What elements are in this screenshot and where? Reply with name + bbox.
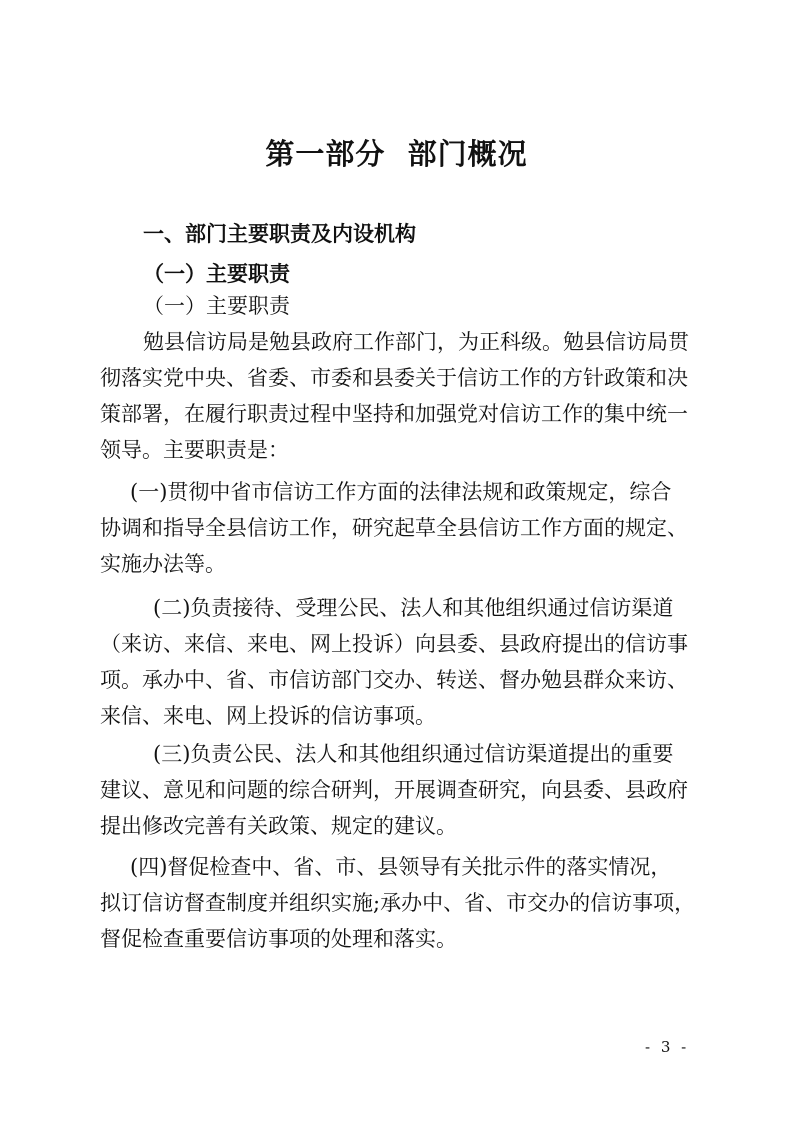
- paragraph-line: (四)督促检查中、省、市、县领导有关批示件的落实情况，: [130, 855, 672, 879]
- paragraph-line: 项。承办中、省、市信访部门交办、转送、督办勉县群众来访、: [100, 668, 688, 692]
- paragraph-line: 领导。主要职责是：: [100, 438, 289, 462]
- paragraph-line: 协调和指导全县信访工作，研究起草全县信访工作方面的规定、: [100, 516, 688, 540]
- paragraph-line: 彻落实党中央、省委、市委和县委关于信访工作的方针政策和决: [100, 366, 688, 390]
- paragraph-line: （来访、来信、来电、网上投诉）向县委、县政府提出的信访事: [100, 632, 688, 656]
- subsection-plain-heading: （一）主要职责: [143, 294, 290, 318]
- paragraph-line: 来信、来电、网上投诉的信访事项。: [100, 704, 436, 728]
- section-heading: 一、部门主要职责及内设机构: [143, 222, 416, 246]
- paragraph-line: 勉县信访局是勉县政府工作部门，为正科级。勉县信访局贯: [143, 330, 689, 354]
- subsection-heading: （一）主要职责: [143, 262, 290, 286]
- paragraph-line: 实施办法等。: [100, 552, 226, 576]
- paragraph-line: 建议、意见和问题的综合研判，开展调查研究，向县委、县政府: [100, 778, 688, 802]
- paragraph-line: 提出修改完善有关政策、规定的建议。: [100, 814, 457, 838]
- paragraph-line: 策部署，在履行职责过程中坚持和加强党对信访工作的集中统一: [100, 402, 688, 426]
- paragraph-line: (二)负责接待、受理公民、法人和其他组织通过信访渠道: [153, 596, 674, 620]
- page-title: 第一部分 部门概况: [265, 137, 528, 171]
- paragraph-line: 拟订信访督查制度并组织实施;承办中、省、市交办的信访事项，: [100, 891, 696, 915]
- paragraph-line: 督促检查重要信访事项的处理和落实。: [100, 927, 457, 951]
- page-number: - 3 -: [645, 1038, 690, 1056]
- paragraph-line: (三)负责公民、法人和其他组织通过信访渠道提出的重要: [153, 742, 674, 766]
- paragraph-line: (一)贯彻中省市信访工作方面的法律法规和政策规定，综合: [130, 480, 672, 504]
